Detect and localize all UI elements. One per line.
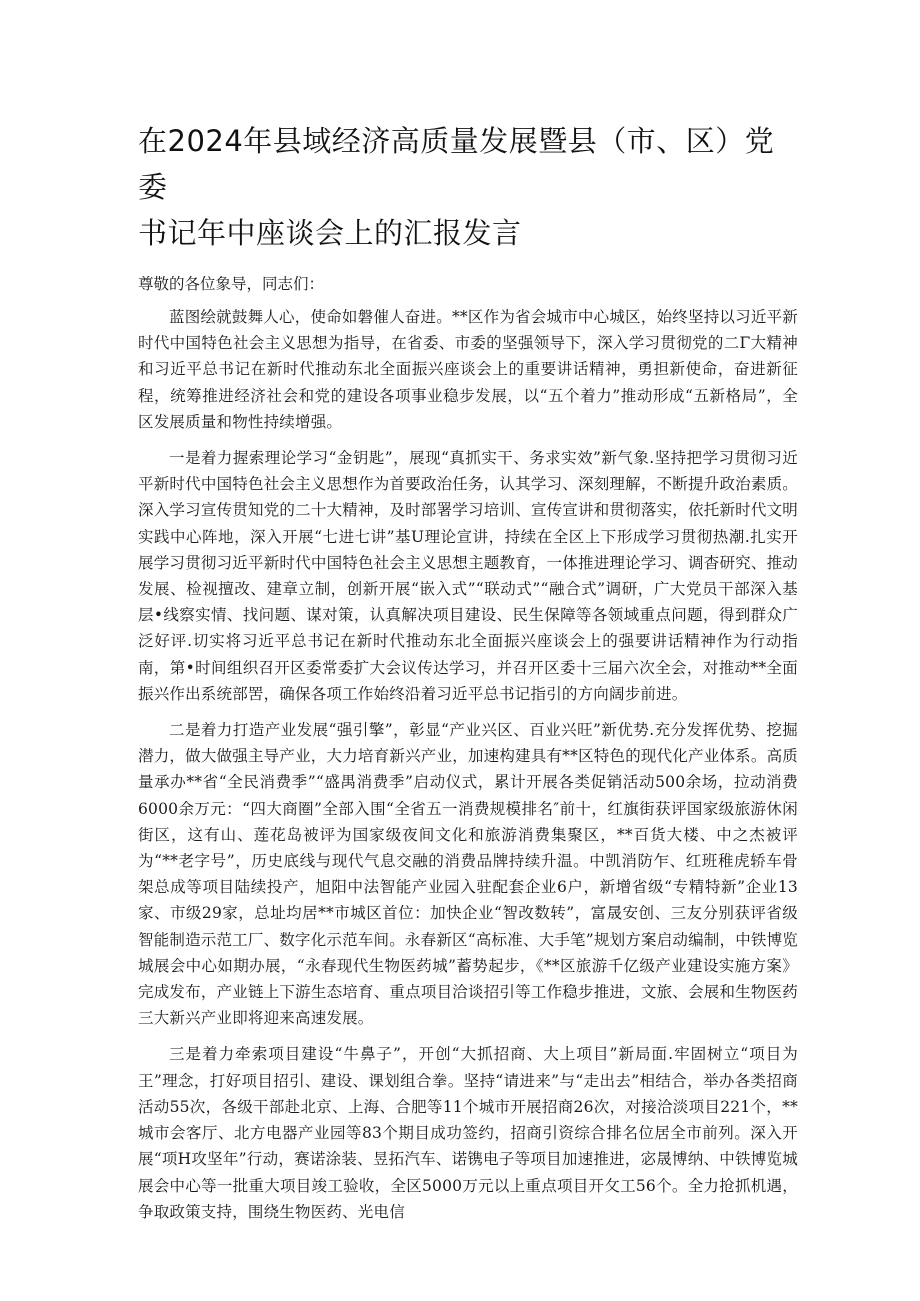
paragraph-intro: 蓝图绘就鼓舞人心，使命如磐催人奋进。**区作为省会城市中心城区，始终坚持以习近平新时代中国特色社会主义思想为指导，在省委、市委的坚强领导下，深入学习贯彻党的二Γ大精神和习近平总书记在新时代推动东北全面振兴座谈会上的重要讲话精神，勇担新使命，奋进新征程，统筹推进经济社会和党的建设各项事业稳步发展，以“五个着力”推动形成“五新格局”，全区发展质量和物性持续增强。 xyxy=(138,308,798,431)
paragraph-theory-study: 一是着力握索理论学习“金钥匙”，展现“真抓实干、务求实效”新气象.坚持把学习贯彻习近平新时代中国特色社会主义思想作为首要政治任务，认其学习、深刻理解，不断提升政治素质。深入学习宣传贯知党的二十大精神，及时部署学习培训、宣传宣讲和贯彻落实，依托新时代文明实践中心阵地，深入开展“七进七讲”基U理论宣讲，持续在全区上下形成学习贯彻热潮.扎实开展学习贯彻习近平新时代中国特色社会主义思想主题教育，一体推进理论学习、调杳研究、推动发展、检视擅改、建章立制，创新开展“嵌入式”“联动式”“融合式”调研，广大党员干部深入基层•线察实情、找问题、谋对策，认真解决项目建设、民生保障等各领域重点问题，得到群众广泛好评.切实将习近平总书记在新时代推动东北全面振兴座谈会上的强要讲话精神作为行动指南，第•时间组织召开区委常委扩大会议传达学习，并召开区委十三届六次全会，对推动**全面振兴作出系统部罟，确保各项工作始终沿着习近平总书记指引的方向阔步前进。 xyxy=(138,449,798,703)
title-line-1: 在2024年县域经济高质量发展暨县（市、区）党委 xyxy=(138,124,775,204)
paragraph-projects: 三是着力牵索项目建设“牛鼻子”，开创“大抓招商、大上项目”新局面.牢固树立“项目为王”理念，打好项目招引、建设、课划组合拳。坚持“请进来”与“走出去”相结合，举办各类招商活动55次，各级干部赴北京、上海、合肥等11个城市开展招商26次，对接洽淡项目221个，**城市会客厅、北方电器产业园等83个期目成功签约，招商引资综合排名位居全市前列。深入开展“项H攻坚年”行动，赛诺涂装、昱拓汽车、诺镌电子等项目加速推进，宓晟博纳、中铁博览城展会中心等一批重大项目竣工验收，全区5000万元以上重点项目开攵工56个。全力抢抓机遇，争取政策支持，围绕生物医药、光电信 xyxy=(138,1045,798,1221)
title-line-2: 书记年中座谈会上的汇报发言 xyxy=(138,216,522,250)
document-title xyxy=(138,118,798,256)
paragraph-industry: 二是着力打造产业发展“强引擎”，彰显“产业兴区、百业兴旺”新优势.充分发挥优势、挖掘潜力，做大做强主导产业，大力培育新兴产业，加速构建具有**区特色的现代化产业体系。高质量承办**省“全民消费季”“盛禺消费季”启动仪式，累计开展各类促销活动500余场，拉动消费6000余万元：“四大商圈”全部入围“全省五一消费规模排名″前十，红旗街获评国家级旅游休闲街区，这有山、莲花岛被评为国家级夜间文化和旅游消费集聚区，**百货大楼、中之杰被评为“**老字号”，历史底线与现代气息交融的消费品牌持续升温。中凯消防乍、红班稚虎轿车骨架总成等项目陆续投产，旭阳中法智能产业园入驻配套企业6户，新增省级“专精特新”企业13家、市级29家，总址均居**市城区首位：加快企业“智改数转”，富晟安创、三友分别获评省级智能制造示范工厂、数字化示范车间。永春新区“高标准、大手笔”规划方案启动编制，中铁博览城展会中心如期办展，“永春现代生物医药城”蓄势起步，《**区旅游千亿级产业建设实施方案》完成发布，产业链上下游生态培育、重点项目洽谈招引等工作稳步推进，文旅、会展和生物医药三大新兴产业即将迎来高速发展。 xyxy=(138,721,798,1028)
document-page xyxy=(138,118,798,1235)
salutation: 尊敬的各位象导，同志们： xyxy=(138,275,325,293)
